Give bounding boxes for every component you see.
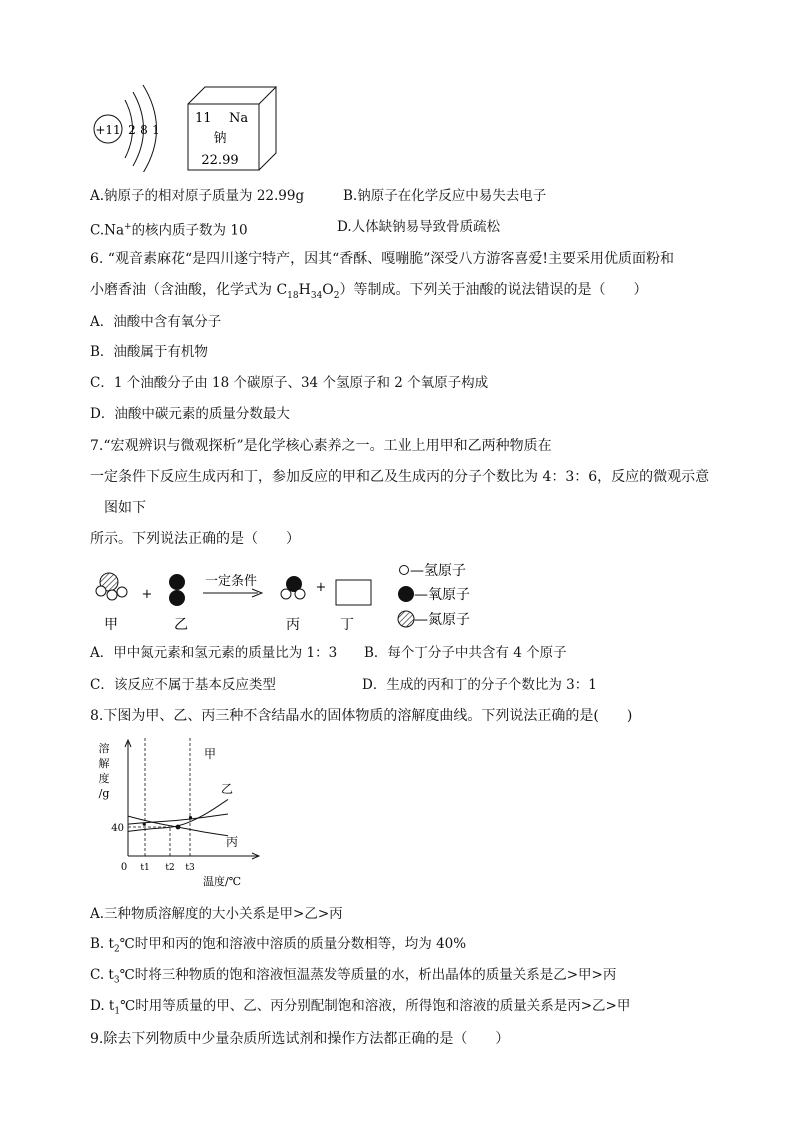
q8-stem: 8.下图为甲、乙、丙三种不含结晶水的固体物质的溶解度曲线。下列说法正确的是( ) bbox=[90, 708, 633, 724]
label-ding: 丁 bbox=[340, 617, 354, 633]
q6-sub-h: 34 bbox=[310, 290, 323, 301]
q6-option-b: B．油酸属于有机物 bbox=[90, 344, 208, 360]
q8-option-a: A.三种物质溶解度的大小关系是甲>乙>丙 bbox=[90, 906, 343, 922]
legend-oxygen: —氧原子 bbox=[414, 587, 470, 603]
series-label-bing: 丙 bbox=[226, 835, 239, 849]
legend-hydrogen-icon bbox=[400, 566, 409, 575]
q8-option-b bbox=[90, 934, 466, 960]
q7-stem-line-2: 一定条件下反应生成丙和丁，参加反应的甲和乙及生成丙的分子个数比为 4：3：6，反应的微观示意 bbox=[90, 469, 710, 485]
element-symbol: Na bbox=[229, 111, 249, 126]
element-cell-side bbox=[259, 87, 276, 170]
q8-option-c-post: ℃时将三种物质的饱和溶液恒温蒸发等质量的水，析出晶体的质量关系是乙>甲>丙 bbox=[119, 967, 617, 983]
plus-1: + bbox=[141, 587, 153, 602]
reaction-condition: 一定条件 bbox=[204, 574, 258, 589]
q5-option-c-sup: + bbox=[124, 222, 132, 232]
molecule-ding-box bbox=[336, 580, 371, 605]
ylabel-char-1: 溶 bbox=[98, 742, 110, 755]
q6-option-a: A．油酸中含有氧分子 bbox=[90, 314, 222, 330]
label-bing: 丙 bbox=[286, 617, 300, 633]
q6-stem-line-2 bbox=[90, 280, 648, 306]
q7-option-c: C．该反应不属于基本反应类型 bbox=[90, 677, 276, 693]
reaction-diagram bbox=[90, 558, 490, 636]
q5-option-c-post: 的核内质子数为 10 bbox=[131, 222, 248, 239]
q7-stem-line-1: 7.“宏观辨识与微观探析”是化学核心素养之一。工业上用甲和乙两种物质在 bbox=[90, 438, 552, 454]
q7-option-a: A．甲中氮元素和氢元素的质量比为 1：3 bbox=[90, 645, 338, 661]
curve-point-2 bbox=[143, 823, 146, 826]
xtick-t2: t2 bbox=[165, 863, 175, 873]
series-label-yi: 乙 bbox=[221, 782, 234, 796]
q6-stem-post: ）等制成。下列关于油酸的说法错误的是（ ） bbox=[339, 282, 648, 298]
atomic-number: 11 bbox=[195, 111, 212, 126]
q7-stem-line-4: 所示。下列说法正确的是（ ） bbox=[90, 531, 300, 547]
label-jia: 甲 bbox=[104, 617, 118, 633]
q7-stem-line-3: 图如下 bbox=[104, 500, 146, 516]
curve-point-3 bbox=[189, 816, 192, 819]
legend-hydrogen: —氢原子 bbox=[410, 563, 466, 579]
q8-option-c-sub: 3 bbox=[113, 975, 120, 986]
q7-option-b: B．每个丁分子中共含有 4 个原子 bbox=[364, 645, 567, 661]
q5-option-c bbox=[90, 217, 248, 241]
atomic-mass: 22.99 bbox=[201, 153, 239, 168]
q8-option-b-sub: 2 bbox=[113, 944, 120, 955]
nucleus-charge: +11 bbox=[95, 123, 121, 137]
q8-option-d-pre: D. t bbox=[90, 998, 115, 1014]
q8-option-d-post: ℃时用等质量的甲、乙、丙分别配制饱和溶液，所得饱和溶液的质量关系是丙>乙>甲 bbox=[120, 998, 631, 1014]
sodium-atom-figure bbox=[88, 80, 288, 172]
plus-2: + bbox=[315, 580, 327, 595]
q8-option-b-pre: B. t bbox=[90, 936, 114, 952]
xtick-t3: t3 bbox=[185, 863, 195, 873]
origin-label: 0 bbox=[120, 862, 128, 873]
q5-option-a: A.钠原子的相对原子质量为 22.99g bbox=[90, 188, 305, 204]
q8-option-d-sub: 1 bbox=[114, 1006, 121, 1017]
q8-option-d bbox=[90, 996, 630, 1022]
q6-sub-c: 18 bbox=[287, 290, 299, 301]
shell-2: 8 bbox=[140, 123, 148, 137]
legend-oxygen-icon bbox=[398, 586, 414, 602]
shell-3: 1 bbox=[152, 123, 160, 137]
element-name: 钠 bbox=[213, 131, 227, 146]
q5-option-c-pre: C.Na bbox=[90, 222, 125, 239]
ylabel-char-2: 解 bbox=[98, 757, 110, 770]
q6-stem-pre: 小磨香油（含油酸，化学式为 C bbox=[90, 282, 288, 298]
molecule-jia bbox=[96, 573, 127, 600]
ylabel-char-3: 度 bbox=[98, 772, 110, 785]
q6-o: O bbox=[322, 282, 334, 298]
series-label-jia: 甲 bbox=[204, 747, 217, 761]
solubility-curves bbox=[128, 799, 228, 835]
q8-option-b-post: ℃时甲和丙的饱和溶液中溶质的质量分数相等，均为 40% bbox=[119, 936, 467, 952]
shell-1: 2 bbox=[128, 123, 136, 137]
q6-option-c: C．1 个油酸分子由 18 个碳原子、34 个氢原子和 2 个氧原子构成 bbox=[90, 375, 489, 391]
molecule-bing bbox=[281, 576, 305, 599]
q9-stem: 9.除去下列物质中少量杂质所选试剂和操作方法都正确的是（ ） bbox=[90, 1031, 510, 1047]
q7-option-d: D．生成的丙和丁的分子个数比为 3：1 bbox=[362, 677, 597, 693]
q5-option-d: D.人体缺钠易导致骨质疏松 bbox=[337, 219, 501, 235]
curve-2 bbox=[128, 814, 228, 824]
q8-option-c bbox=[90, 965, 616, 991]
q5-option-b: B.钠原子在化学反应中易失去电子 bbox=[343, 188, 547, 204]
element-cell-top bbox=[188, 87, 276, 104]
ylabel-char-4: /g bbox=[98, 787, 110, 800]
curve-point-1 bbox=[176, 825, 181, 830]
label-yi: 乙 bbox=[174, 617, 188, 633]
q6-h: H bbox=[298, 282, 311, 298]
q6-option-d: D．油酸中碳元素的质量分数最大 bbox=[90, 406, 290, 422]
q6-stem-line-1: 6. “观音素麻花“是四川遂宁特产，因其“香酥、嘎嘣脆”深受八方游客喜爱!主要采用优质面粉和 bbox=[90, 251, 675, 267]
molecule-yi bbox=[169, 574, 185, 606]
xtick-t1: t1 bbox=[140, 863, 150, 873]
xlabel: 温度/℃ bbox=[202, 875, 242, 888]
legend-nitrogen: —氮原子 bbox=[414, 612, 470, 628]
legend-nitrogen-icon bbox=[398, 611, 414, 627]
q6-sub-o: 2 bbox=[333, 290, 340, 301]
q8-option-c-pre: C. t bbox=[90, 967, 114, 983]
solubility-chart bbox=[90, 738, 270, 890]
ytick-40: 40 bbox=[111, 823, 124, 834]
